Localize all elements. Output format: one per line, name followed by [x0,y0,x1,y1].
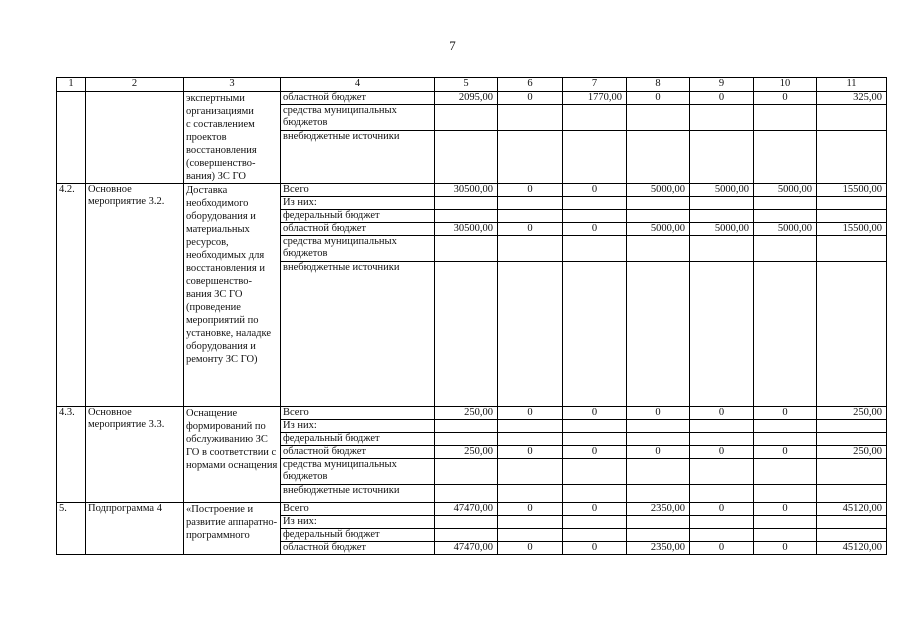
value-cell: 250,00 [435,407,498,420]
value-cell: 325,00 [817,92,887,105]
funding-source: Всего [281,407,435,420]
funding-source: Всего [281,503,435,516]
value-cell: 0 [498,407,563,420]
funding-source: Из них: [281,516,435,529]
desc-line: экспертными [186,93,245,104]
row-name-cell: Подпрограмма 4 [86,503,184,555]
value-cell: 15500,00 [817,223,887,236]
value-cell: 30500,00 [435,184,498,197]
row-number-cell [57,92,86,184]
funding-source: областной бюджет [281,542,435,555]
header-cell: 3 [184,78,281,92]
value-cell: 250,00 [435,446,498,459]
header-cell: 6 [498,78,563,92]
value-cell: 0 [498,223,563,236]
value-cell: 0 [563,407,627,420]
value-cell: 0 [690,407,754,420]
table-row [57,503,887,516]
funding-source: Из них: [281,420,435,433]
value-cell: 30500,00 [435,223,498,236]
value-cell: 0 [754,503,817,516]
table-row [57,184,887,197]
value-cell: 2350,00 [627,503,690,516]
value-cell: 5000,00 [627,223,690,236]
funding-source: средства муниципальных бюджетов [281,236,435,262]
desc-line: проектов [186,132,227,143]
budget-table [56,77,887,555]
value-cell: 45120,00 [817,503,887,516]
value-cell: 2095,00 [435,92,498,105]
funding-source: федеральный бюджет [281,433,435,446]
value-cell: 0 [690,503,754,516]
funding-source: областной бюджет [281,92,435,105]
row-name-cell [86,92,184,184]
table-row [57,407,887,420]
page-number: 7 [449,38,456,53]
funding-source: Всего [281,184,435,197]
row-number-cell: 5. [57,503,86,555]
funding-source: средства муниципальных бюджетов [281,459,435,485]
header-cell: 8 [627,78,690,92]
value-cell: 0 [498,446,563,459]
funding-source: Из них: [281,197,435,210]
value-cell: 5000,00 [690,223,754,236]
desc-line: вания) ЗС ГО [186,171,246,182]
value-cell: 0 [690,92,754,105]
row-number-cell: 4.2. [57,184,86,407]
row-name-cell: Основное мероприятие 3.3. [86,407,184,503]
value-cell: 0 [754,542,817,555]
value-cell: 0 [563,503,627,516]
funding-source: внебюджетные источники [281,485,435,503]
value-cell: 1770,00 [563,92,627,105]
header-cell: 5 [435,78,498,92]
funding-source: внебюджетные источники [281,131,435,184]
value-cell: 47470,00 [435,503,498,516]
row-description-cell: Доставка необходимого оборудования и материальных ресурсов, необходимых для восстановления и совершенство- вания ЗС ГО (проведение мероприятий по установке, наладке оборудования и ремонту ЗС ГО) [184,184,281,407]
value-cell: 0 [563,184,627,197]
funding-source: федеральный бюджет [281,529,435,542]
funding-source: внебюджетные источники [281,262,435,407]
value-cell: 0 [563,542,627,555]
funding-source: федеральный бюджет [281,210,435,223]
value-cell: 2350,00 [627,542,690,555]
desc-line: (совершенство- [186,158,256,169]
desc-line: организациями [186,106,254,117]
row-name-cell: Основное мероприятие 3.2. [86,184,184,407]
value-cell: 0 [690,542,754,555]
row-description-cell [184,92,281,184]
value-cell: 0 [754,407,817,420]
value-cell: 0 [563,446,627,459]
value-cell: 0 [627,446,690,459]
funding-source: областной бюджет [281,223,435,236]
value-cell: 45120,00 [817,542,887,555]
header-cell: 7 [563,78,627,92]
value-cell: 0 [498,92,563,105]
value-cell: 5000,00 [754,223,817,236]
value-cell: 15500,00 [817,184,887,197]
value-cell: 47470,00 [435,542,498,555]
row-number-cell: 4.3. [57,407,86,503]
header-cell: 4 [281,78,435,92]
value-cell: 5000,00 [627,184,690,197]
value-cell: 0 [627,407,690,420]
value-cell: 0 [563,223,627,236]
value-cell: 250,00 [817,446,887,459]
value-cell: 0 [754,446,817,459]
value-cell: 0 [627,92,690,105]
header-row [57,78,887,92]
header-cell: 1 [57,78,86,92]
header-cell: 9 [690,78,754,92]
header-cell: 10 [754,78,817,92]
value-cell: 0 [498,542,563,555]
value-cell: 0 [498,184,563,197]
desc-line: восстановления [186,145,257,156]
table-row [57,92,887,105]
funding-source: средства муниципальных бюджетов [281,105,435,131]
row-description-cell: «Построение и развитие аппаратно- программного [184,503,281,555]
value-cell: 250,00 [817,407,887,420]
desc-line: с составлением [186,119,255,130]
value-cell: 5000,00 [754,184,817,197]
value-cell: 5000,00 [690,184,754,197]
row-description-cell: Оснащение формирований по обслуживанию ЗС ГО в соответствии с нормами оснащения [184,407,281,503]
header-cell: 11 [817,78,887,92]
value-cell: 0 [690,446,754,459]
value-cell: 0 [754,92,817,105]
funding-source: областной бюджет [281,446,435,459]
value-cell: 0 [498,503,563,516]
header-cell: 2 [86,78,184,92]
